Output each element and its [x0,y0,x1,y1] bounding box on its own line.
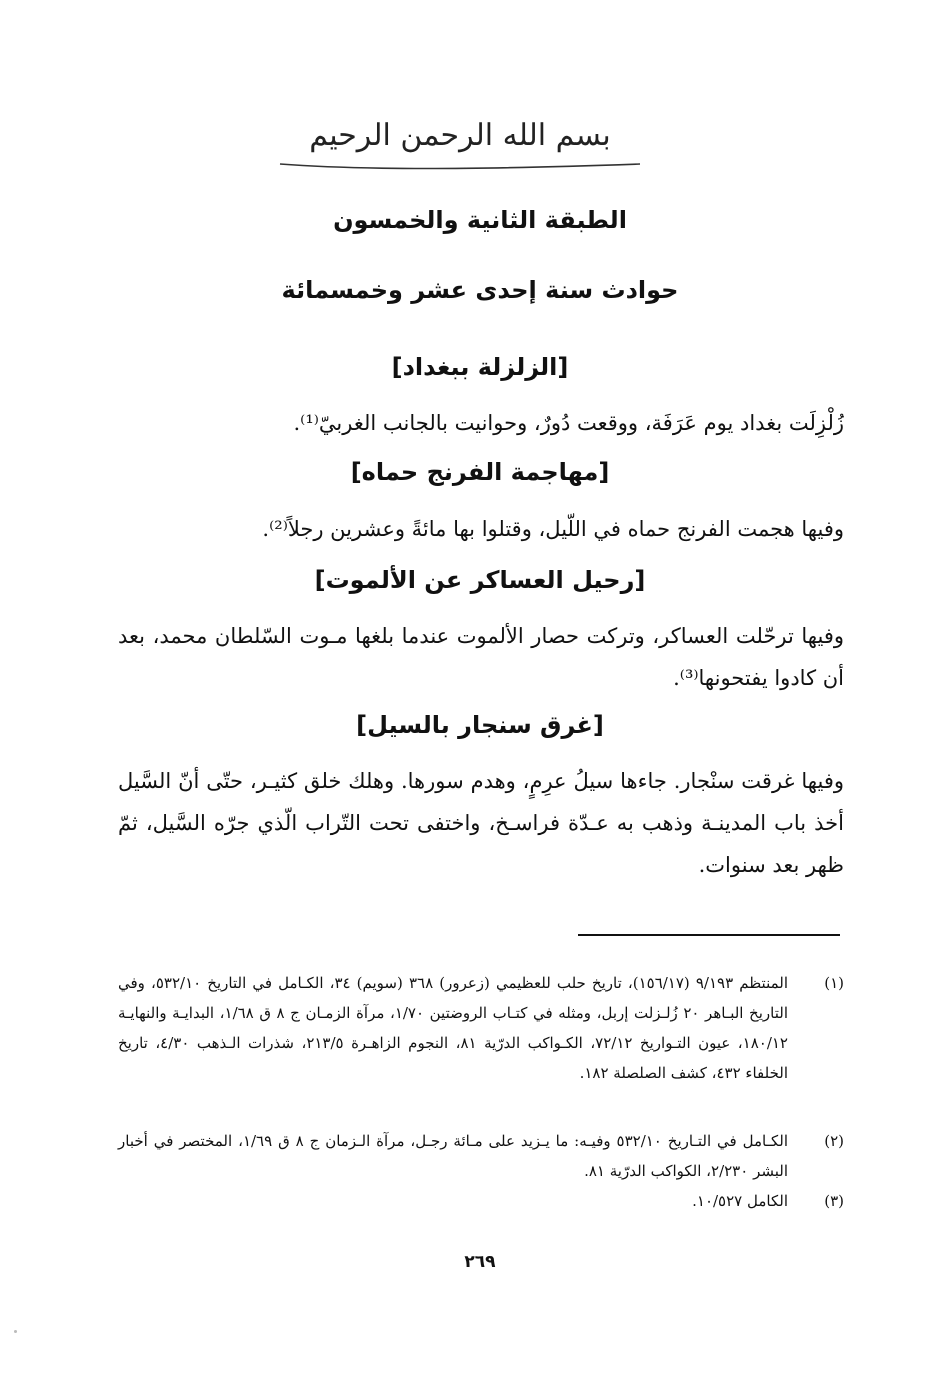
chapter-title: الطبقة الثانية والخمسون [333,206,627,234]
footnote-text: الكامل ١٠/٥٢٧. [692,1192,788,1210]
footnote [118,1126,844,1186]
footnote-number: (٢) [824,1132,844,1150]
page-number: ٢٦٩ [464,1252,496,1272]
footnote-number: (٣) [824,1192,844,1210]
basmala-calligraphy [220,118,700,178]
basmala-text: بسم الله الرحمن الرحيم [309,118,611,153]
year-title: حوادث سنة إحدى عشر وخمسمائة [281,276,679,304]
footnote-text: الكـامل في التـاريخ ٥٣٢/١٠ وفيـه: ما يـزيد على مـائة رجـل، مرآة الـزمان ج ٨ ق ١/٦٩، المختصر في أخبار البشر ٢/٢٣٠، الكواكب الدرّية ٨١. [118,1132,788,1180]
footnote-text: المنتظم ٩/١٩٣ (١٥٦/١٧)، تاريخ حلب للعظيمي (زعرور) ٣٦٨ (سويم) ٣٤، الكـامل في التاريخ ٥٣٢/١٠، وفي التاريخ البـاهر ٢٠ زُلـزلت إربل، ومثله في كتـاب الروضتين ١/٧٠، مرآة الزمـان ج ٨ ق ١/٦٨، البدايـة والنهايـة ١٨٠/١٢، عيون التـواريخ ٧٢/١٢، الكـواكب الدرّية ٨١، النجوم الزاهـرة ٢١٣/٥، شذرات الـذهب ٤/٣٠، تاريخ الخلفاء ٤٣٢، كشف الصلصلة ١٨٢. [118,974,789,1082]
section-heading: [الزلزلة ببغداد] [391,353,569,381]
section-heading: [مهاجمة الفرنج حماه] [350,458,610,486]
section-paragraph: وفيها هجمت الفرنج حماه في اللّيل، وقتلوا بها مائةً وعشرين رجلاً⁽²⁾. [262,517,844,541]
section-heading: [غرق سنجار بالسيل] [356,711,604,739]
basmala-flourish-icon [220,118,700,178]
footnote-number: (١) [824,974,844,992]
footnote [118,1186,844,1216]
section-paragraph: وفيها ترحّلت العساكر، وتركت حصار الألموت عندما بلغها مـوت السّلطان محمد، بعد أن كادوا يفتحونها⁽³⁾. [118,624,844,690]
scan-speck [14,1330,17,1333]
footnote [118,968,844,1088]
section-paragraph: زُلْزِلَت بغداد يوم عَرَفَة، ووقعت دُورٌ، وحوانيت بالجانب الغربيّ⁽¹⁾. [293,411,844,435]
section-heading: [رحيل العساكر عن الألموت] [314,566,646,594]
footnote-separator [578,934,840,936]
section-paragraph: وفيها غرقت سنْجار. جاءها سيلُ عرِمٍ، وهدم سورها. وهلك خلق كثيـر، حتّى أنّ السَّيل أخذ باب المدينـة وذهب به عـدّة فراسـخ، واختفى تحت التّراب الّذي جرّه السَّيل، ثمّ ظهر بعد سنوات. [118,769,844,877]
